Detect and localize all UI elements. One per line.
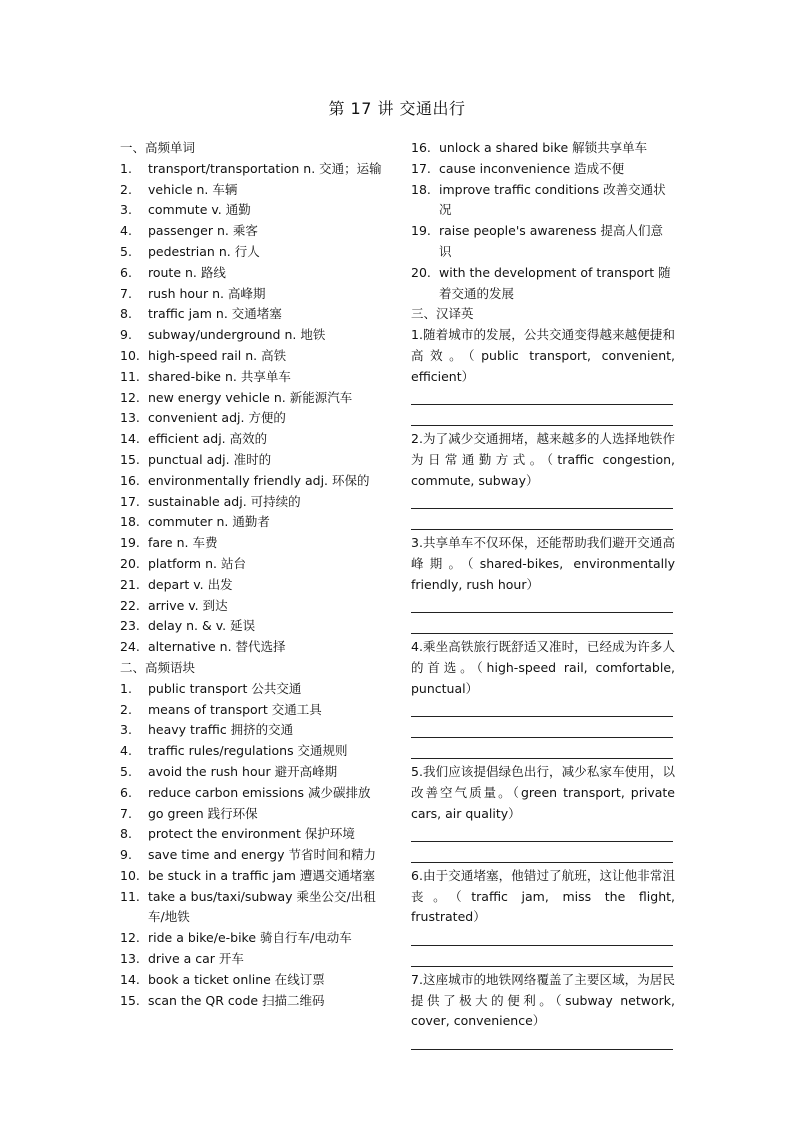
question-text: 2.为了减少交通拥堵，越来越多的人选择地铁作为日常通勤方式。（traffic congestion, commute, subway） [411,431,675,488]
translation-question [411,762,675,866]
list-item [120,492,388,513]
list-item [120,762,388,783]
left-column [120,138,388,1011]
list-item [120,720,388,741]
item-text: go green 践行环保 [148,805,258,821]
item-text: arrive v. 到达 [148,597,228,613]
answer-line[interactable] [411,845,675,866]
item-text: vehicle n. 车辆 [148,181,238,197]
translation-question [411,429,675,533]
item-text: high-speed rail n. 高铁 [148,347,287,363]
item-text: depart v. 出发 [148,576,233,592]
item-number: 10. [120,867,140,883]
item-text: fare n. 车费 [148,535,218,551]
item-text: punctual adj. 准时的 [148,451,272,467]
list-item [120,367,388,388]
list-item [120,824,388,845]
item-number: 12. [120,389,140,405]
item-number: 10. [120,347,140,363]
list-item [411,159,675,180]
question-text: 7.这座城市的地铁网络覆盖了主要区域，为居民提供了极大的便利。（subway network, cover, convenience） [411,971,675,1029]
item-number: 2. [120,701,132,717]
item-number: 21. [120,576,140,592]
item-text: shared-bike n. 共享单车 [148,368,291,384]
item-text: scan the QR code 扫描二维码 [148,992,325,1008]
item-number: 17. [120,493,140,509]
list-item [120,804,388,825]
item-number: 14. [120,431,140,447]
item-number: 5. [120,243,132,259]
list-item [120,200,388,221]
answer-line[interactable] [411,512,675,533]
answer-line[interactable] [411,949,675,970]
answer-line[interactable] [411,616,675,637]
item-text: efficient adj. 高效的 [148,431,268,447]
item-number: 15. [120,992,140,1008]
question-text: 1.随着城市的发展，公共交通变得越来越便捷和高效。（public transport, convenient, efficient） [411,327,675,384]
item-text: with the development of transport 随着交通的发展 [439,264,671,301]
answer-line[interactable] [411,700,675,721]
item-text: convenient adj. 方便的 [148,410,286,426]
list-item [120,887,388,929]
answer-line[interactable] [411,492,675,513]
item-text: ride a bike/e-bike 骑自行车/电动车 [148,930,352,946]
item-text: public transport 公共交通 [148,680,302,696]
answer-line[interactable] [411,596,675,617]
item-number: 24. [120,639,140,655]
list-item [120,533,388,554]
item-text: unlock a shared bike 解锁共享单车 [439,140,648,155]
list-item [120,783,388,804]
list-item [120,616,388,637]
item-text: route n. 路线 [148,264,226,280]
list-item [120,928,388,949]
list-item [120,242,388,263]
question-text: 3.共享单车不仅环保，还能帮助我们避开交通高峰期。（shared-bikes, environmentally friendly, rush hour） [411,535,675,592]
translation-question [411,866,675,970]
item-text: pedestrian n. 行人 [148,243,260,259]
item-number: 20. [120,555,140,571]
item-text: alternative n. 替代选择 [148,639,286,655]
list-item [120,388,388,409]
list-item [120,866,388,887]
section-heading-chunks: 二、高频语块 [120,659,196,675]
list-item [120,991,388,1012]
question-text: 4.乘坐高铁旅行既舒适又准时，已经成为许多人的首选。（high-speed rail, comfortable, punctual） [411,639,675,696]
item-number: 7. [120,805,132,821]
item-number: 19. [120,535,140,551]
item-text: platform n. 站台 [148,555,246,571]
section-heading-translation: 三、汉译英 [411,306,474,322]
list-item [120,741,388,762]
item-number: 13. [120,951,140,967]
answer-line[interactable] [411,720,675,741]
item-text: passenger n. 乘客 [148,223,258,239]
answer-line[interactable] [411,408,675,429]
item-number: 20. [411,264,431,280]
item-text: book a ticket online 在线订票 [148,971,325,987]
item-text: transport/transportation n. 交通；运输 [148,160,382,176]
item-number: 11. [120,888,140,904]
translation-question [411,533,675,637]
answer-line[interactable] [411,1032,675,1053]
right-column [411,138,675,1053]
list-item [120,700,388,721]
item-number: 5. [120,763,132,779]
item-text: reduce carbon emissions 减少碳排放 [148,784,371,800]
item-text: take a bus/taxi/subway 乘坐公交/出租车/地铁 [148,888,376,925]
item-number: 2. [120,181,132,197]
item-text: heavy traffic 拥挤的交通 [148,722,294,738]
vocabulary-list [120,159,388,658]
list-item [120,325,388,346]
list-item [120,679,388,700]
translation-question [411,325,675,429]
question-text: 5.我们应该提倡绿色出行，减少私家车使用，以改善空气质量。（green transport, private cars, air quality） [411,763,675,821]
item-number: 17. [411,160,431,176]
list-item [120,408,388,429]
chunk-list-part-2 [411,138,675,304]
item-number: 1. [120,680,132,696]
list-item [120,512,388,533]
section-heading-vocabulary: 一、高频单词 [120,140,196,155]
list-item [120,159,388,180]
item-text: save time and energy 节省时间和精力 [148,847,376,863]
page-title: 第 17 讲 交通出行 [328,99,466,118]
item-number: 3. [120,202,132,218]
item-number: 18. [120,514,140,530]
item-number: 22. [120,597,140,613]
item-number: 9. [120,327,132,343]
item-text: traffic rules/regulations 交通规则 [148,743,348,759]
list-item [120,637,388,658]
item-number: 12. [120,930,140,946]
item-text: commute v. 通勤 [148,202,251,218]
item-number: 1. [120,160,132,176]
list-item [120,429,388,450]
item-text: commuter n. 通勤者 [148,514,270,530]
translation-question [411,970,675,1053]
list-item [120,596,388,617]
answer-line[interactable] [411,928,675,949]
list-item [120,450,388,471]
item-number: 9. [120,847,132,863]
item-text: delay n. & v. 延误 [148,618,256,634]
item-number: 7. [120,285,132,301]
item-number: 4. [120,743,132,759]
item-text: avoid the rush hour 避开高峰期 [148,763,338,779]
list-item [120,575,388,596]
list-item [120,221,388,242]
item-number: 8. [120,306,132,322]
chunk-list-part-1 [120,679,388,1012]
list-item [411,221,675,263]
item-number: 16. [120,472,140,488]
item-text: be stuck in a traffic jam 遭遇交通堵塞 [148,867,375,883]
item-text: rush hour n. 高峰期 [148,285,266,301]
item-number: 11. [120,368,140,384]
item-number: 14. [120,971,140,987]
list-item [120,263,388,284]
translation-questions [411,325,675,1053]
item-number: 8. [120,826,132,842]
item-text: environmentally friendly adj. 环保的 [148,472,370,488]
item-number: 4. [120,223,132,239]
item-number: 3. [120,722,132,738]
list-item [411,138,675,159]
answer-line[interactable] [411,741,675,762]
answer-line[interactable] [411,824,675,845]
item-text: means of transport 交通工具 [148,701,322,717]
item-number: 15. [120,451,140,467]
answer-line[interactable] [411,388,675,409]
item-number: 23. [120,618,140,634]
item-text: improve traffic conditions 改善交通状况 [439,181,666,218]
item-number: 19. [411,223,431,239]
item-text: traffic jam n. 交通堵塞 [148,306,282,322]
question-text: 6.由于交通堵塞，他错过了航班，这让他非常沮丧。（traffic jam, miss the flight, frustrated） [411,867,675,925]
item-text: protect the environment 保护环境 [148,826,355,842]
list-item [120,949,388,970]
list-item [120,554,388,575]
item-number: 13. [120,410,140,426]
item-text: subway/underground n. 地铁 [148,327,326,343]
item-text: raise people's awareness 提高人们意识 [439,223,663,259]
list-item [120,346,388,367]
item-number: 6. [120,784,132,800]
item-text: drive a car 开车 [148,951,244,967]
list-item [120,845,388,866]
item-number: 18. [411,181,431,197]
list-item [120,284,388,305]
list-item [411,180,675,222]
list-item [120,471,388,492]
item-number: 6. [120,264,132,280]
list-item [120,970,388,991]
item-text: new energy vehicle n. 新能源汽车 [148,389,353,405]
list-item [411,263,675,305]
item-number: 16. [411,140,431,155]
item-text: sustainable adj. 可持续的 [148,493,301,509]
list-item [120,180,388,201]
list-item [120,304,388,325]
translation-question [411,637,675,762]
item-text: cause inconvenience 造成不便 [439,160,625,176]
